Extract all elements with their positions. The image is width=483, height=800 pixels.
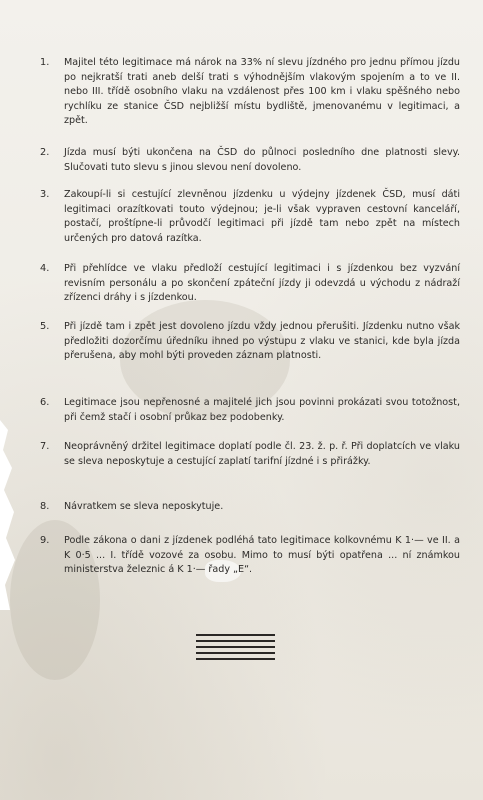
item-number: 6. [40,397,50,408]
item-number: 4. [40,263,50,274]
rule-line [196,652,275,654]
item-number: 7. [40,441,50,452]
rule-line [196,658,275,660]
item-text: Při přehlídce ve vlaku předloží cestující legitimaci i s jízdenkou bez vyzvání revisním personálu a po skončení zpáteční jízdy ji odevzdá u východu z nádraží zřízenci dráhy i s jízdenkou. [64,263,460,304]
item-text: Návratkem se sleva neposkytuje. [64,501,224,512]
item-text: Podle zákona o dani z jízdenek podléhá tato legitimace kolkovnému K 1·— ve II. a K 0·5 ... I. třídě vozové za osobu. Mimo to musí býti opatřena ... ní známkou ministerstva železnic á K 1·— řady „E“. [64,535,460,576]
item-text: Při jízdě tam i zpět jest dovoleno jízdu vždy jednou přerušiti. Jízdenku nutno však předložiti dozorčímu úředníku ihned po výstupu z vlaku ve stanici, kde byla jízda přerušena, aby mohl býti proveden záznam platnosti. [64,321,460,362]
item-text: Majitel této legitimace má nárok na 33% ní slevu jízdného pro jednu přímou jízdu po nejkratší trati aneb delší trati s výhodnějším vlakovým spojením a to ve II. nebo III. třídě osobního vlaku na vzdálenost přes 100 km i vlaku spěšného nebo rychlíku ze stanice ČSD nejbližší místu bydliště, jmenovanému v legitimaci, a zpět. [64,57,460,127]
item-number: 1. [40,57,50,68]
rule-line [196,634,275,636]
rule-line [196,640,275,642]
item-text: Zakoupí-li si cestující zlevněnou jízdenku u výdejny jízdenek ČSD, musí dáti legitimaci orazítkovati touto výdejnou; je-li však vypraven cestovní kanceláří, postačí, proštípne-li průvodčí legitimaci při jízdě tam nebo zpět na místech určených pro datová razítka. [64,189,460,244]
item-text: Jízda musí býti ukončena na ČSD do půlnoci posledního dne platnosti slevy. Slučovati tuto slevu s jinou slevou není dovoleno. [64,147,460,173]
torn-edge [0,420,22,610]
item-number: 3. [40,189,50,200]
item-text: Neoprávněný držitel legitimace doplatí podle čl. 23. ž. p. ř. Při doplatcích ve vlaku se sleva neposkytuje a cestující zaplatí tarifní jízdné i s přirážky. [64,441,460,467]
item-number: 9. [40,535,50,546]
item-number: 8. [40,501,50,512]
item-text: Legitimace jsou nepřenosné a majitelé jich jsou povinni prokázati svou totožnost, při čemž stačí i osobní průkaz bez podobenky. [64,397,460,423]
item-number: 5. [40,321,50,332]
item-number: 2. [40,147,50,158]
rule-line [196,646,275,648]
decorative-rules [196,634,275,664]
